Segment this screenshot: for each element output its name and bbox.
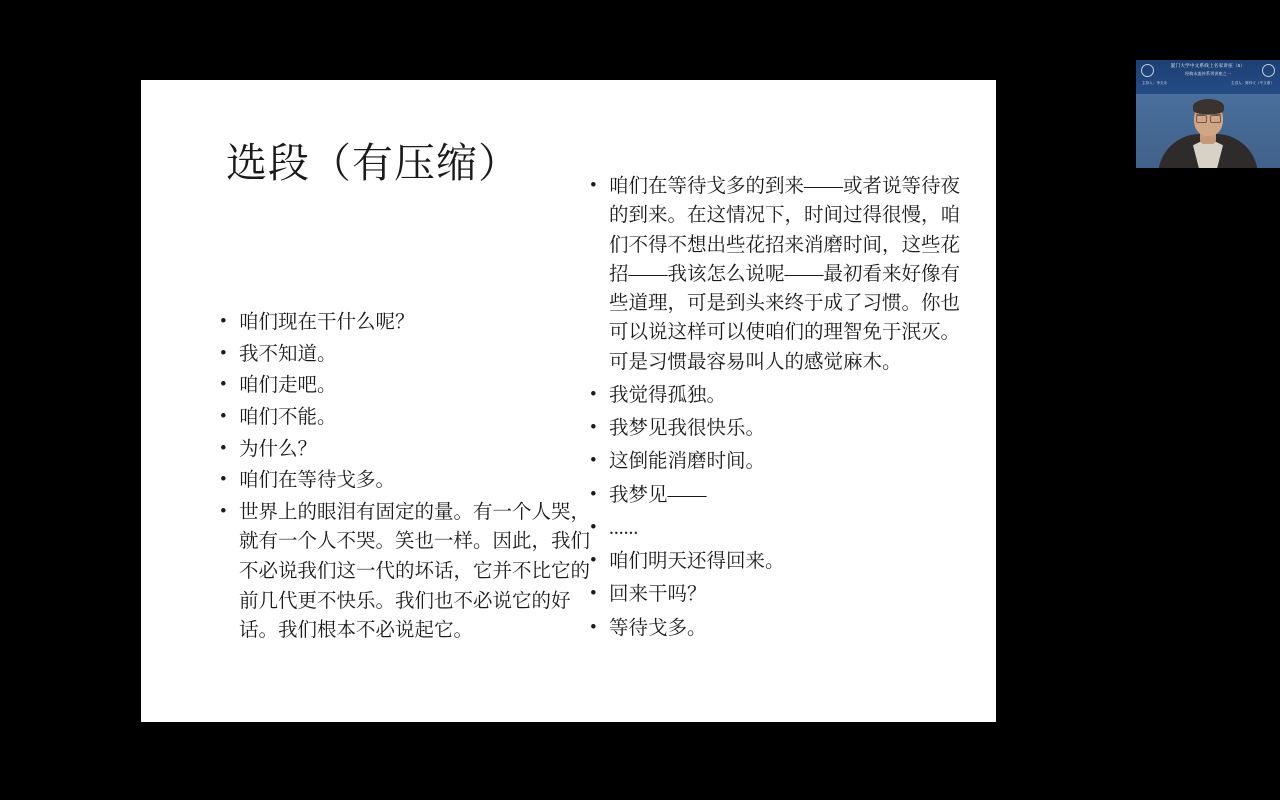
speaker-video-image	[1136, 94, 1280, 168]
list-item	[201, 403, 601, 433]
slide-left-column	[201, 308, 601, 648]
list-item-text: 为什么？	[239, 438, 318, 460]
list-item	[571, 580, 961, 609]
list-item	[201, 498, 601, 646]
bullet-icon: •	[590, 616, 597, 638]
bullet-icon: •	[220, 311, 227, 332]
list-item-text: 世界上的眼泪有固定的量。有一个人哭，就有一个人不哭。笑也一样。因此，我们不必说我们这一代的坏话，它并不比它的前几代更不快乐。我们也不必说它的好话。我们根本不必说起它。	[239, 501, 591, 642]
bullet-icon: •	[590, 516, 597, 538]
glasses-icon	[1196, 114, 1221, 122]
list-item-text: 咱们走吧。	[239, 375, 337, 397]
speaker-hair	[1193, 99, 1224, 114]
list-item-text: 咱们现在干什么呢？	[239, 312, 415, 333]
list-item	[571, 447, 961, 476]
bullet-icon: •	[220, 469, 227, 491]
list-item-text: 咱们在等待戈多的到来——或者说等待夜的到来。在这情况下，时间过得很慢，咱们不得不想出些花招来消磨时间，这些花招——我该怎么说呢——最初看来好像有些道理，可是到头来终于成了习惯。你也可以说这样可以使咱们的理智免于泯灭。可是习惯最容易叫人的感觉麻木。	[609, 176, 961, 373]
presentation-slide	[141, 80, 996, 722]
list-item-text: ......	[609, 517, 639, 539]
bullet-icon: •	[220, 500, 227, 522]
list-item	[201, 466, 601, 496]
banner-speaker: 主讲人：陈仲义（中文系）	[1230, 80, 1274, 85]
banner-host: 主持人：李无未	[1142, 80, 1168, 85]
list-item-text: 我梦见我很快乐。	[609, 418, 766, 439]
bullet-icon: •	[590, 175, 597, 196]
list-item-text: 这倒能消磨时间。	[609, 451, 766, 473]
list-item-text: 我觉得孤独。	[609, 384, 727, 406]
list-item	[201, 435, 601, 465]
bullet-icon: •	[220, 405, 227, 427]
right-bullet-list	[571, 172, 961, 643]
left-bullet-list	[201, 308, 601, 646]
list-item	[571, 414, 961, 443]
list-item-text: 咱们不能。	[239, 406, 337, 428]
university-seal-icon	[1141, 64, 1154, 77]
list-item-text: 等待戈多。	[609, 617, 707, 639]
bullet-icon: •	[590, 550, 597, 571]
list-item	[571, 547, 961, 576]
bullet-icon: •	[220, 342, 227, 364]
bullet-icon: •	[590, 483, 597, 505]
list-item	[571, 514, 961, 543]
list-item-text: 我不知道。	[239, 343, 337, 365]
list-item	[571, 481, 961, 510]
list-item	[571, 614, 961, 643]
bullet-icon: •	[590, 583, 597, 605]
list-item	[571, 172, 961, 377]
slide-right-column	[571, 172, 961, 647]
bullet-icon: •	[590, 417, 597, 438]
banner-line-3	[1136, 81, 1280, 86]
bullet-icon: •	[220, 374, 227, 396]
bullet-icon: •	[590, 450, 597, 472]
banner-line-1: 厦门大学中文系线上名家讲座（5）	[1170, 63, 1246, 68]
university-seal-icon	[1262, 64, 1275, 77]
banner-line-2: 经典永流传系列讲座之一	[1184, 71, 1232, 77]
speaker-video-tile[interactable]	[1136, 60, 1280, 168]
bullet-icon: •	[220, 437, 227, 459]
list-item-text: 回来干吗？	[609, 584, 707, 606]
list-item	[201, 371, 601, 401]
list-item	[571, 381, 961, 410]
bullet-icon: •	[590, 383, 597, 405]
list-item-text: 我梦见——	[609, 484, 707, 506]
list-item-text: 咱们在等待戈多。	[239, 470, 396, 492]
list-item	[201, 340, 601, 370]
list-item-text: 咱们明天还得回来。	[609, 551, 785, 572]
list-item	[201, 308, 601, 338]
video-banner	[1136, 60, 1280, 94]
slide-title: 选段（有压缩）	[226, 140, 520, 186]
